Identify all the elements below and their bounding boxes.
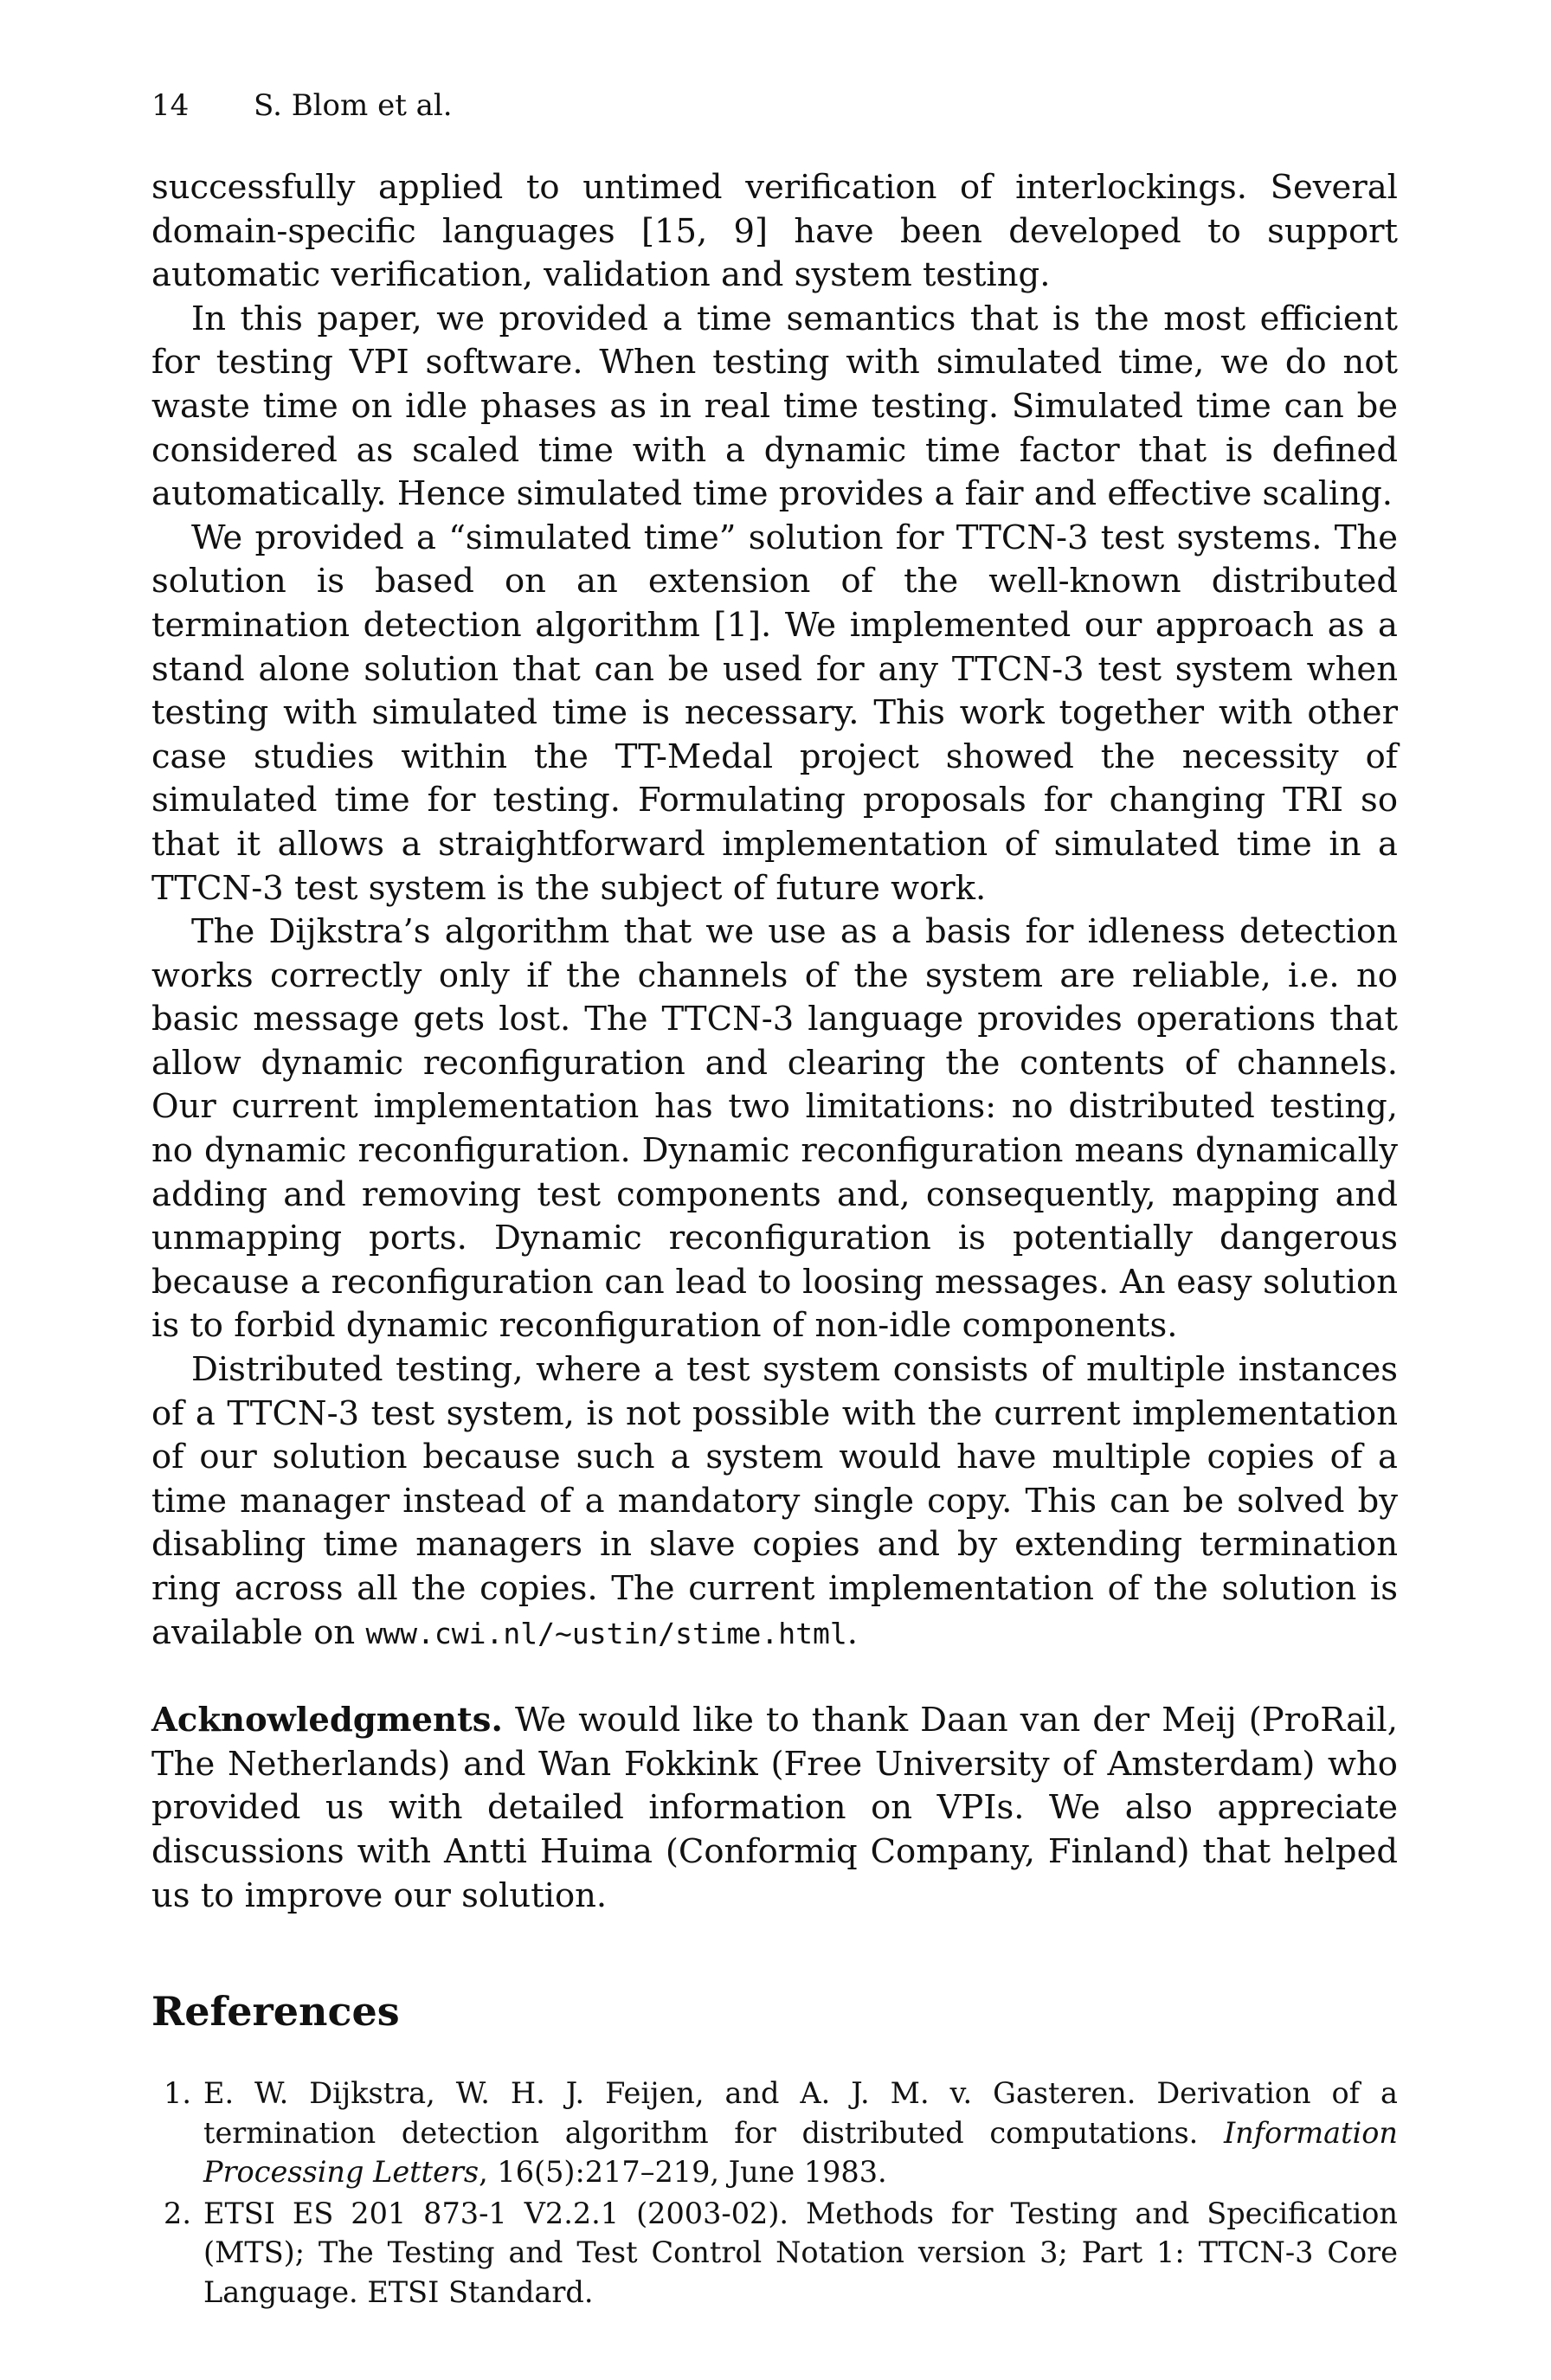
paragraph-5-end: .: [846, 1612, 858, 1652]
paragraph-5-text: Distributed testing, where a test system consists of multiple instances of a TTCN-3 test system, is not possible with the current implementation of our solution because such a system would have multiple copies of a time manager instead of a mandatory single copy. This can be solved by disabling time managers in slave copies and by extending termination ring across all the copies. The current implementation of the solution is available on: [151, 1350, 1398, 1652]
page-number: 14: [151, 88, 190, 123]
acknowledgments: [151, 1699, 1398, 1918]
paragraph-5: [151, 1348, 1398, 1656]
reference-number: 2.: [164, 2196, 191, 2230]
body-text: [151, 166, 1398, 1656]
reference-venue: Information Processing Letters: [203, 2115, 1398, 2190]
availability-url[interactable]: www.cwi.nl/∼ustin/stime.html: [365, 1616, 847, 1650]
reference-item: [151, 2194, 1398, 2312]
reference-body: E. W. Dijkstra, W. H. J. Feijen, and A. J. M. v. Gasteren. Derivation of a termination detection algorithm for distributed computations.: [203, 2076, 1398, 2150]
paragraph-2: In this paper, we provided a time semantics that is the most efficient for testing VPI software. When testing with simulated time, we do not waste time on idle phases as in real time testing. Simulated time can be considered as scaled time with a dynamic time factor that is defined automatically. Hence simulated time provides a fair and effective scaling.: [151, 299, 1398, 514]
reference-text: [203, 2074, 1398, 2192]
references-title: References: [151, 1988, 400, 2036]
reference-number: 1.: [164, 2076, 191, 2111]
paragraph-1: successfully applied to untimed verification of interlockings. Several domain-specific languages [15, 9] have been developed to support automatic verification, validation and system testing.: [151, 168, 1398, 295]
acknowledgments-heading: Acknowledgments.: [151, 1701, 503, 1740]
paper-page: [151, 87, 1398, 2313]
running-head: [151, 87, 1398, 125]
reference-text: [203, 2194, 1398, 2312]
reference-details: , 16(5):217–219, June 1983.: [479, 2155, 887, 2190]
paragraph-3: We provided a “simulated time” solution for TTCN-3 test systems. The solution is based on an extension of the well-known distributed termination detection algorithm [1]. We implemented our approach as a stand alone solution that can be used for any TTCN-3 test system when testing with simulated time is necessary. This work together with other case studies within the TT-Medal project showed the necessity of simulated time for testing. Formulating proposals for changing TRI so that it allows a straightforward implementation of simulated time in a TTCN-3 test system is the subject of future work.: [151, 518, 1398, 908]
references-list: [151, 2074, 1398, 2312]
acknowledgments-text: We would like to thank Daan van der Meij (ProRail, The Netherlands) and Wan Fokkink (Free University of Amsterdam) who provided us with detailed information on VPIs. We also appreciate discussions with Antti Huima (Conformiq Company, Finland) that helped us to improve our solution.: [151, 1701, 1398, 1915]
reference-item: [151, 2074, 1398, 2192]
paragraph-4: The Dijkstra’s algorithm that we use as a basis for idleness detection works correctly only if the channels of the system are reliable, i.e. no basic message gets lost. The TTCN-3 language provides operations that allow dynamic reconfiguration and clearing the contents of channels. Our current implementation has two limitations: no distributed testing, no dynamic reconfiguration. Dynamic reconfiguration means dynamically adding and removing test components and, consequently, mapping and unmapping ports. Dynamic reconfiguration is potentially dangerous because a reconfiguration can lead to loosing messages. An easy solution is to forbid dynamic reconfiguration of non-idle components.: [151, 912, 1398, 1346]
reference-body: ETSI ES 201 873-1 V2.2.1 (2003-02). Methods for Testing and Specification (MTS); The Testing and Test Control Notation version 3; Part 1: TTCN-3 Core Language. ETSI Standard.: [203, 2196, 1398, 2309]
running-title: S. Blom et al.: [254, 88, 453, 123]
